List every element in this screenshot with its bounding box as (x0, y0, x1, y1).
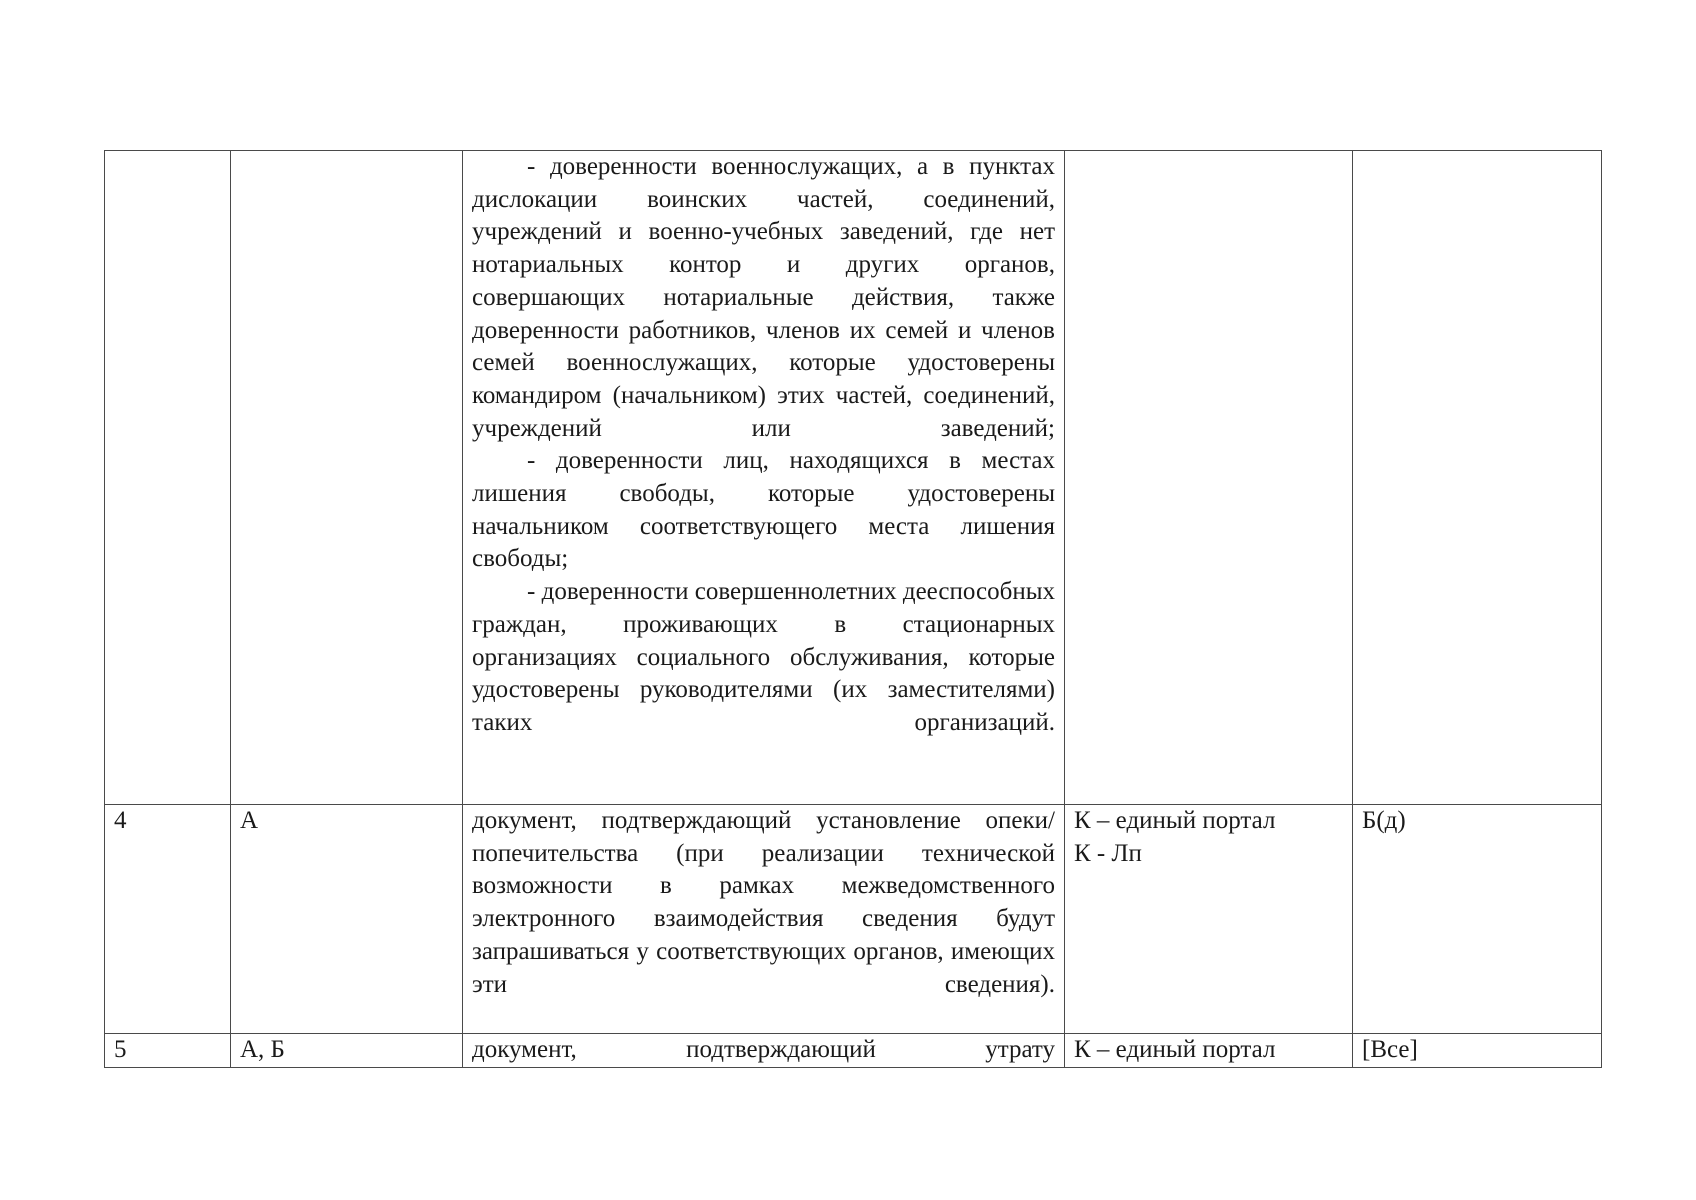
table-row (105, 151, 1602, 805)
document-description-cell (463, 805, 1065, 1034)
document-code-cell: [Все] (1353, 1034, 1602, 1068)
row-number-cell: 5 (105, 1034, 231, 1068)
applicant-category-cell (231, 151, 463, 805)
table-row (105, 1034, 1602, 1068)
document-paragraph: - доверенности совершеннолетних дееспособных граждан, проживающих в стационарных организациях социального обслуживания, которые удостоверены руководителями (их заместителями) таких организаций. (472, 578, 1055, 736)
document-description-cell (463, 151, 1065, 805)
document-description-cell (463, 1034, 1065, 1068)
submission-form-cell (1065, 151, 1353, 805)
submission-form-cell: К – единый портал (1065, 1034, 1353, 1068)
document-paragraph: - доверенности военнослужащих, а в пунктах дислокации воинских частей, соединений, учреждений и военно-учебных заведений, где нет нотариальных контор и других органов, совершающих нотариальные действия, также доверенности работников, членов их семей и членов семей военнослужащих, которые удостоверены командиром (начальником) этих частей, соединений, учреждений или заведений; (472, 153, 1055, 442)
applicant-category-cell: А (231, 805, 463, 1034)
table-row (105, 805, 1602, 1034)
document-code-cell (1353, 151, 1602, 805)
document-paragraph: - доверенности лиц, находящихся в местах лишения свободы, которые удостоверены начальником соответствующего места лишения свободы; (472, 447, 1055, 573)
submission-form-cell: К – единый портал К - Лп (1065, 805, 1353, 1034)
row-number-cell (105, 151, 231, 805)
applicant-category-cell: А, Б (231, 1034, 463, 1068)
row-number-cell: 4 (105, 805, 231, 1034)
document-table (104, 150, 1602, 1068)
document-paragraph: документ, подтверждающий установление опеки/попечительства (при реализации технической возможности в рамках межведомственного электронного взаимодействия сведения будут запрашиваться у соответствующих органов, имеющих эти сведения). (472, 807, 1055, 998)
document-paragraph: документ, подтверждающий утрату (472, 1036, 1055, 1063)
document-code-cell: Б(д) (1353, 805, 1602, 1034)
